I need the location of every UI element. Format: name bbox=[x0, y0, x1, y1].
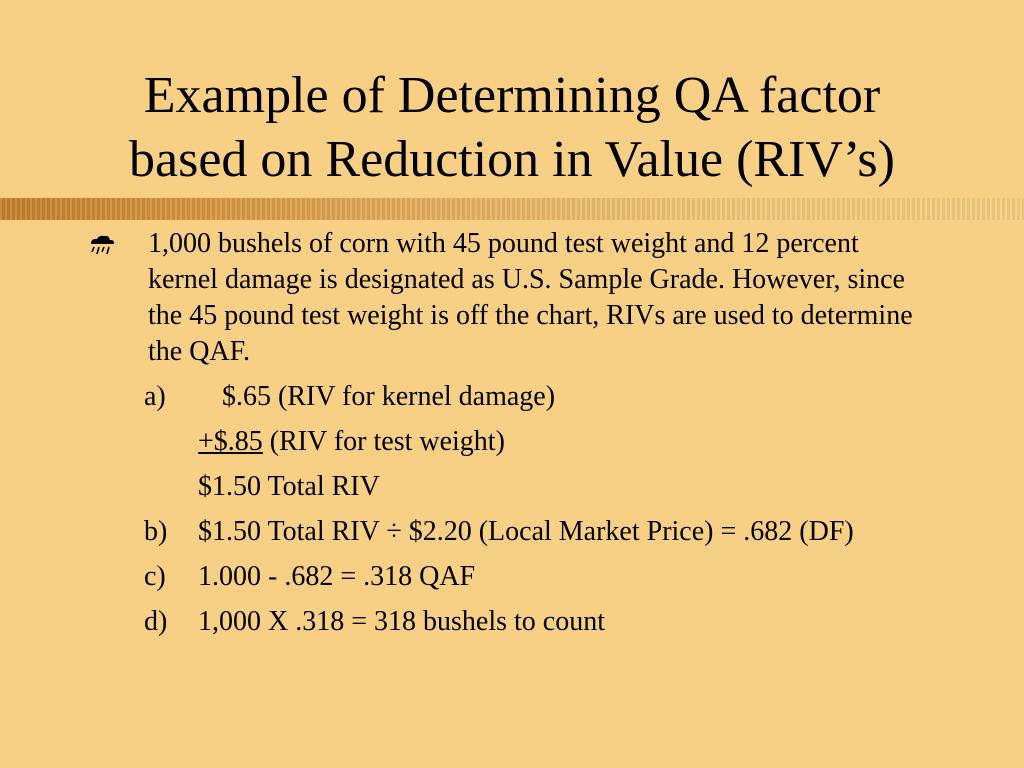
item-text: 1,000 X .318 = 318 bushels to count bbox=[198, 606, 605, 637]
slide-title bbox=[0, 64, 1024, 192]
title-line-2: based on Reduction in Value (RIV’s) bbox=[129, 131, 895, 188]
list-item-a-line3 bbox=[144, 469, 928, 505]
list-item-a bbox=[144, 379, 928, 415]
title-divider-band bbox=[0, 198, 1024, 220]
list-item-c bbox=[144, 559, 928, 595]
item-text: $1.50 Total RIV ÷ $2.20 (Local Market Price) = .682 (DF) bbox=[198, 516, 854, 547]
item-letter: d) bbox=[144, 606, 168, 637]
item-text: $.65 (RIV for kernel damage) bbox=[222, 381, 556, 412]
item-text: (RIV for test weight) bbox=[262, 426, 505, 457]
main-paragraph: 1,000 bushels of corn with 45 pound test weight and 12 percent kernel damage is designated as U.S. Sample Grade. However, since the 45 pound test weight is off the chart, RIVs are used to determine the QAF. bbox=[148, 228, 913, 367]
bullet-item bbox=[88, 226, 928, 370]
item-text: 1.000 - .682 = .318 QAF bbox=[198, 561, 476, 592]
item-letter: c) bbox=[144, 561, 166, 592]
list-item-a-line2 bbox=[144, 424, 928, 460]
underlined-amount: +$.85 bbox=[198, 426, 263, 457]
list-item-b bbox=[144, 514, 928, 550]
item-letter: b) bbox=[144, 516, 168, 547]
list-item-d bbox=[144, 604, 928, 640]
item-letter: a) bbox=[144, 381, 166, 412]
sub-list bbox=[88, 379, 928, 640]
slide-body bbox=[88, 226, 928, 640]
item-text: $1.50 Total RIV bbox=[198, 471, 380, 502]
rain-cloud-icon bbox=[88, 234, 116, 258]
title-line-1: Example of Determining QA factor bbox=[143, 67, 881, 124]
